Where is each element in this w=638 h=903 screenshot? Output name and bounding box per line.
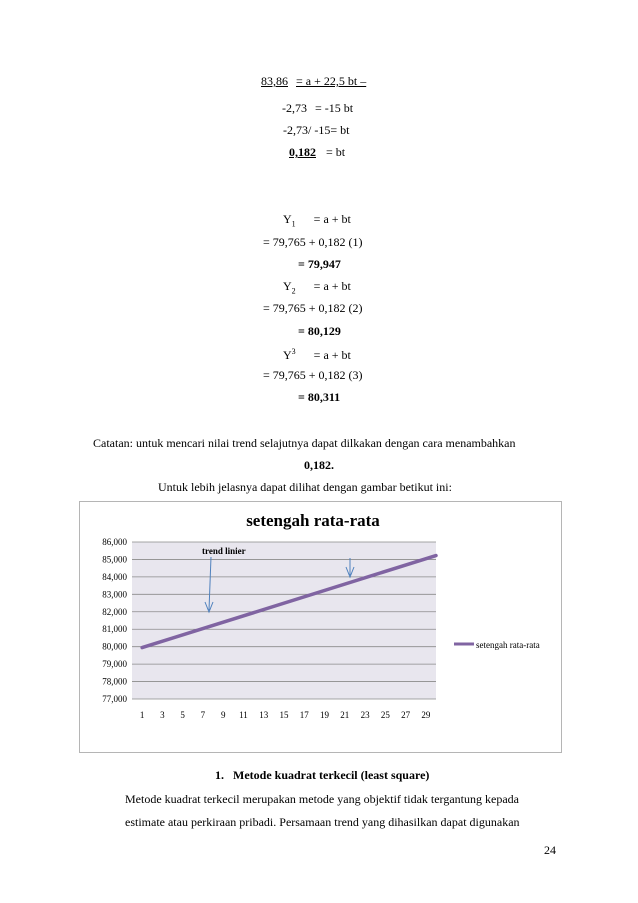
y2-calculation: = 79,765 + 0,182 (2) <box>263 301 363 315</box>
x-tick-label: 17 <box>299 710 309 720</box>
y-tick-label: 80,000 <box>102 641 127 652</box>
y-tick-label: 81,000 <box>102 624 127 635</box>
line-chart <box>80 502 561 752</box>
section-title: Metode kuadrat terkecil (least square) <box>233 768 430 782</box>
equation-2-lhs: -2,73 <box>282 101 307 115</box>
section-heading <box>215 768 429 782</box>
paragraph-line-2: estimate atau perkiraan pribadi. Persamaan trend yang dihasilkan dapat digunakan <box>125 815 520 829</box>
y3-result: = 80,311 <box>298 390 341 404</box>
plot-area <box>132 542 436 699</box>
y-tick-label: 86,000 <box>102 537 127 547</box>
y1-formula <box>283 212 351 231</box>
x-tick-label: 27 <box>401 710 411 720</box>
x-tick-label: 1 <box>139 710 145 720</box>
equation-4-rhs: = bt <box>326 145 346 159</box>
x-tick-label: 23 <box>360 710 370 720</box>
y2-subscript: 2 <box>291 286 296 296</box>
x-tick-label: 13 <box>259 710 269 720</box>
y3-formula <box>283 345 351 362</box>
x-tick-label: 15 <box>279 710 289 720</box>
y-tick-label: 84,000 <box>102 571 127 582</box>
y-tick-label: 79,000 <box>102 659 127 670</box>
page-number: 24 <box>544 843 556 857</box>
equation-4 <box>289 145 345 159</box>
y-tick-label: 78,000 <box>102 676 127 687</box>
note-value: 0,182. <box>304 458 334 472</box>
y-tick-label: 85,000 <box>102 554 127 565</box>
paragraph-line-1: Metode kuadrat terkecil merupakan metode yang objektif tidak tergantung kepada <box>125 792 519 806</box>
equation-2 <box>282 101 353 115</box>
chart-container <box>79 501 562 753</box>
legend-label: setengah rata-rata <box>476 640 540 650</box>
equation-2-rhs: = -15 bt <box>315 101 354 115</box>
y1-result: = 79,947 <box>298 257 341 271</box>
y1-calculation: = 79,765 + 0,182 (1) <box>263 235 363 249</box>
y2-result: = 80,129 <box>298 324 341 338</box>
x-tick-label: 21 <box>340 710 350 720</box>
chart-legend <box>454 640 540 650</box>
x-tick-label: 3 <box>160 710 165 720</box>
y1-subscript: 1 <box>291 219 296 229</box>
y-tick-label: 83,000 <box>102 589 127 600</box>
intro-text: Untuk lebih jelasnya dapat dilihat dengan gambar betikut ini: <box>158 480 452 494</box>
equation-1 <box>261 74 366 88</box>
y3-calculation: = 79,765 + 0,182 (3) <box>263 368 363 382</box>
y1-label: Y <box>283 212 292 226</box>
x-tick-label: 29 <box>421 710 431 720</box>
equation-3: -2,73/ -15= bt <box>283 123 350 137</box>
x-tick-label: 25 <box>380 710 390 720</box>
chart-title: setengah rata-rata <box>246 511 380 530</box>
section-number: 1. <box>215 768 224 782</box>
x-tick-label: 9 <box>220 710 226 720</box>
equation-1-lhs: 83,86 <box>261 74 288 88</box>
y2-formula <box>283 279 351 298</box>
y3-superscript: 3 <box>291 347 296 356</box>
y2-rhs: = a + bt <box>313 279 351 293</box>
y-tick-label: 82,000 <box>102 606 127 617</box>
x-tick-label: 19 <box>320 710 330 720</box>
x-tick-label: 11 <box>239 710 248 720</box>
y-tick-label: 77,000 <box>102 694 127 704</box>
note-text: Catatan: untuk mencari nilai trend selajutnya dapat dilkakan dengan cara menambahkan <box>93 436 516 450</box>
y1-rhs: = a + bt <box>313 212 351 226</box>
y3-rhs: = a + bt <box>313 348 351 362</box>
equation-1-rhs: = a + 22,5 bt – <box>296 74 367 88</box>
equation-4-lhs: 0,182 <box>289 145 316 159</box>
x-tick-label: 7 <box>200 710 206 720</box>
x-tick-label: 5 <box>180 710 185 720</box>
y3-label: Y <box>283 348 292 362</box>
y2-label: Y <box>283 279 292 293</box>
annotation-trend-linier: trend linier <box>202 546 246 556</box>
